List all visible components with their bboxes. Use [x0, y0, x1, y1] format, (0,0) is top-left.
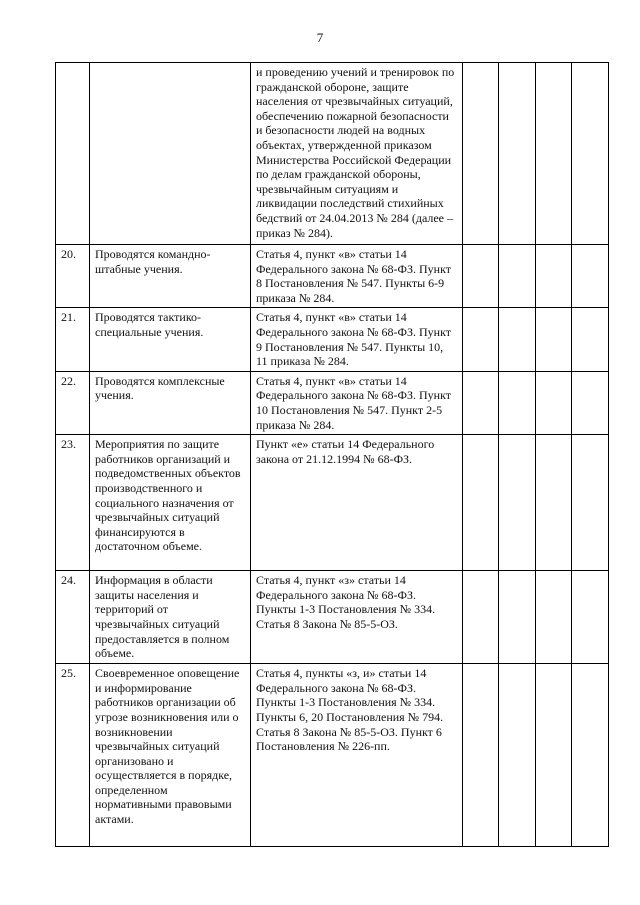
answer-na-cell	[536, 571, 572, 664]
row-number	[56, 63, 90, 245]
legal-basis-cell: Статья 4, пункт «в» статьи 14 Федерального закона № 68-ФЗ. Пункт 9 Постановления № 547. Пункты 10, 11 приказа № 284.	[251, 308, 463, 371]
requirement-cell: Мероприятия по защите работников организаций и подведомственных объектов производственного и социального назначения от чрезвычайных ситуаций финансируются в достаточном объеме.	[90, 435, 251, 571]
table-row	[56, 371, 609, 434]
requirement-cell: Информация в области защиты населения и территорий от чрезвычайных ситуаций предоставляется в полном объеме.	[90, 571, 251, 664]
notes-cell	[572, 63, 609, 245]
answer-na-cell	[536, 245, 572, 308]
answer-no-cell	[499, 371, 536, 434]
answer-na-cell	[536, 308, 572, 371]
requirement-cell: Проводятся командно-штабные учения.	[90, 245, 251, 308]
legal-basis-cell: Статья 4, пункты «з, и» статьи 14 Федерального закона № 68-ФЗ. Пункты 1-3 Постановления № 334. Пункты 6, 20 Постановления № 794. Статья 8 Закона № 85-5-ОЗ. Пункт 6 Постановления № 226-пп.	[251, 664, 463, 847]
answer-no-cell	[499, 245, 536, 308]
table-row	[56, 435, 609, 571]
legal-basis-cell: Пункт «е» статьи 14 Федерального закона от 21.12.1994 № 68-ФЗ.	[251, 435, 463, 571]
row-number: 21.	[56, 308, 90, 371]
answer-yes-cell	[463, 435, 499, 571]
row-number: 24.	[56, 571, 90, 664]
answer-na-cell	[536, 435, 572, 571]
notes-cell	[572, 371, 609, 434]
table-row	[56, 308, 609, 371]
page-number: 7	[316, 30, 324, 45]
answer-yes-cell	[463, 63, 499, 245]
answer-na-cell	[536, 664, 572, 847]
table-row	[56, 664, 609, 847]
notes-cell	[572, 308, 609, 371]
requirement-cell: Проводятся комплексные учения.	[90, 371, 251, 434]
table-row	[56, 245, 609, 308]
answer-yes-cell	[463, 245, 499, 308]
legal-basis-cell: Статья 4, пункт «в» статьи 14 Федерального закона № 68-ФЗ. Пункт 8 Постановления № 547. Пункты 6-9 приказа № 284.	[251, 245, 463, 308]
requirement-cell	[90, 63, 251, 245]
row-number: 20.	[56, 245, 90, 308]
legal-basis-cell: Статья 4, пункт «з» статьи 14 Федерального закона № 68-ФЗ. Пункты 1-3 Постановления № 334. Статья 8 Закона № 85-5-ОЗ.	[251, 571, 463, 664]
row-number: 22.	[56, 371, 90, 434]
legal-basis-cell: и проведению учений и тренировок по гражданской обороне, защите населения от чрезвычайных ситуаций, обеспечению пожарной безопасности и безопасности людей на водных объектах, утвержденной приказом Министерства Российской Федерации по делам гражданской обороны, чрезвычайным ситуациям и ликвидации последствий стихийных бедствий от 24.04.2013 № 284 (далее – приказ № 284).	[251, 63, 463, 245]
answer-no-cell	[499, 435, 536, 571]
requirement-cell: Своевременное оповещение и информирование работников организации об угрозе возникновения или о возникновении чрезвычайных ситуаций организовано и осуществляется в порядке, определенном нормативными правовыми актами.	[90, 664, 251, 847]
row-number: 23.	[56, 435, 90, 571]
notes-cell	[572, 571, 609, 664]
answer-na-cell	[536, 371, 572, 434]
answer-yes-cell	[463, 371, 499, 434]
legal-basis-cell: Статья 4, пункт «в» статьи 14 Федерального закона № 68-ФЗ. Пункт 10 Постановления № 547. Пункт 2-5 приказа № 284.	[251, 371, 463, 434]
notes-cell	[572, 245, 609, 308]
answer-yes-cell	[463, 571, 499, 664]
table-row	[56, 571, 609, 664]
answer-no-cell	[499, 63, 536, 245]
row-number: 25.	[56, 664, 90, 847]
requirement-cell: Проводятся тактико-специальные учения.	[90, 308, 251, 371]
notes-cell	[572, 664, 609, 847]
answer-no-cell	[499, 308, 536, 371]
table-row	[56, 63, 609, 245]
checklist-table	[55, 62, 609, 847]
notes-cell	[572, 435, 609, 571]
answer-yes-cell	[463, 308, 499, 371]
answer-no-cell	[499, 664, 536, 847]
answer-no-cell	[499, 571, 536, 664]
answer-na-cell	[536, 63, 572, 245]
answer-yes-cell	[463, 664, 499, 847]
